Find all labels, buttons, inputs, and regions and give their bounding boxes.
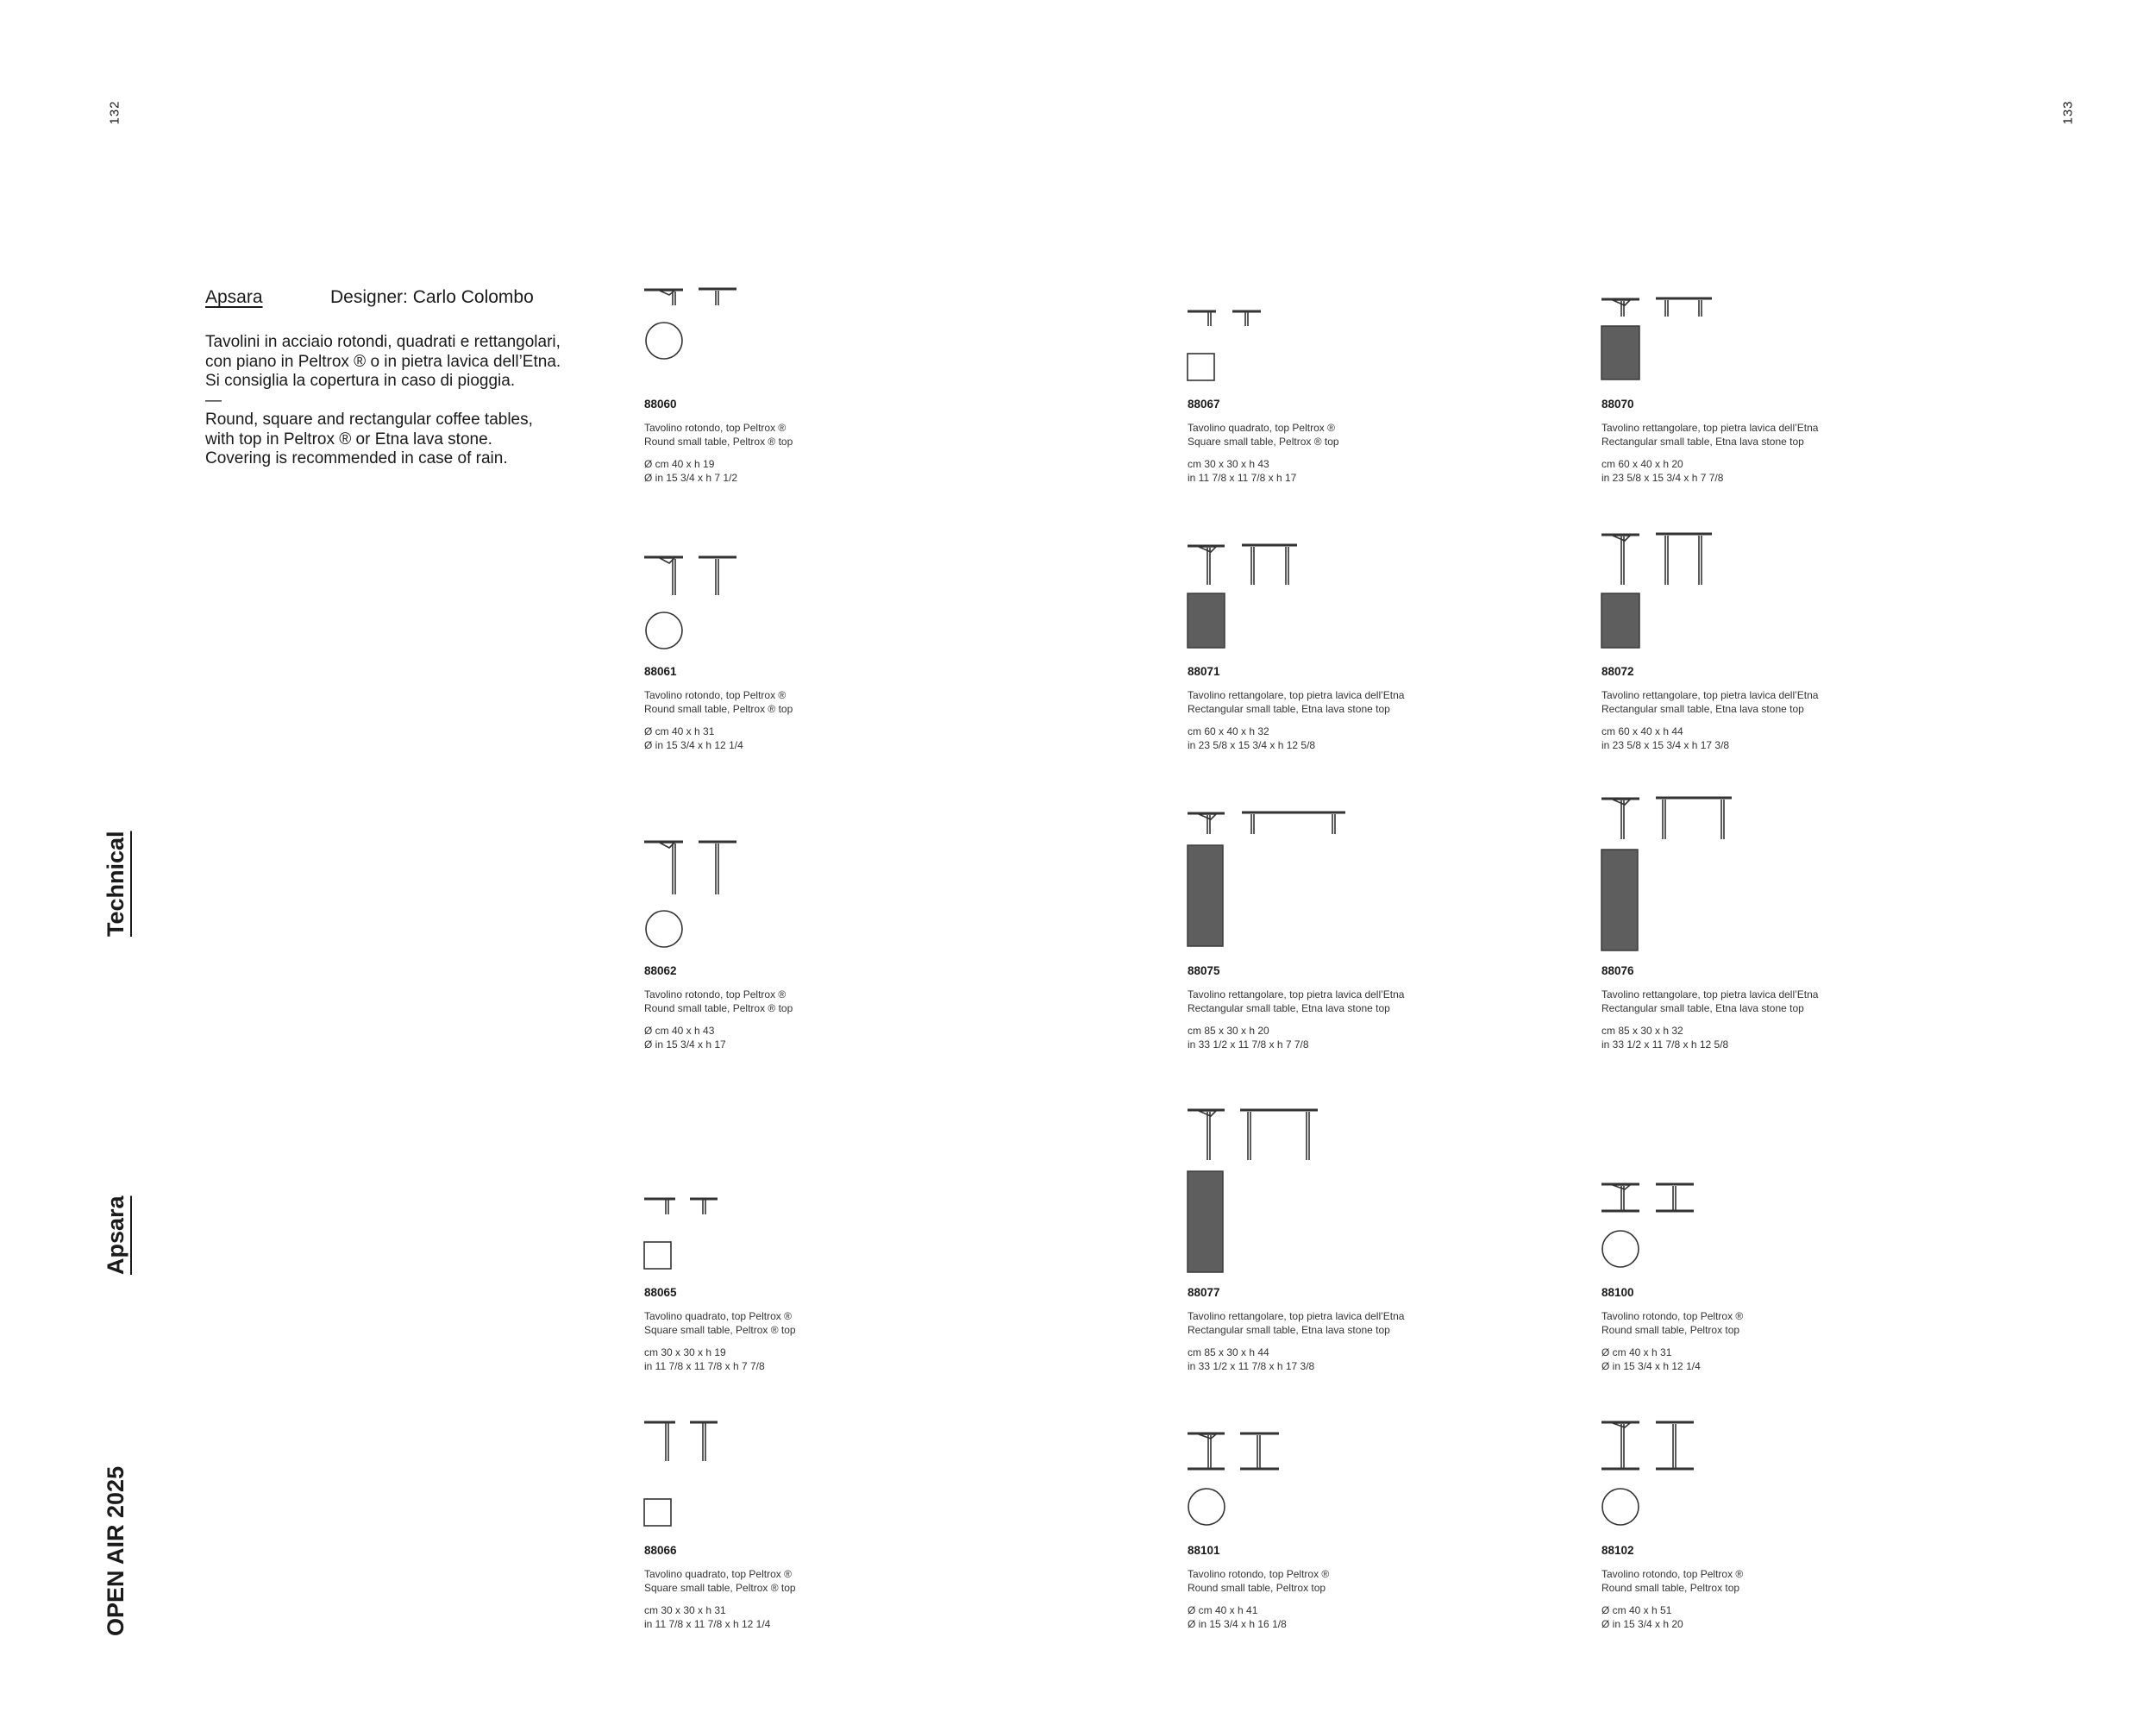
product-desc-it: Tavolino rettangolare, top pietra lavica dell’Etna (1601, 422, 1819, 434)
product-dim-in: in 33 1/2 x 11 7/8 x h 17 3/8 (1188, 1360, 1315, 1372)
product-dim-in: Ø in 15 3/4 x h 17 (644, 1038, 726, 1051)
product-dim-in: Ø in 15 3/4 x h 20 (1601, 1618, 1683, 1630)
product-dim-cm: cm 30 x 30 x h 31 (644, 1604, 726, 1616)
product-dim-in: in 11 7/8 x 11 7/8 x h 17 (1188, 472, 1297, 484)
product-code: 88072 (1601, 665, 1634, 678)
drawing-88076 (1601, 798, 1732, 950)
product-desc-en: Round small table, Peltrox top (1601, 1582, 1740, 1594)
product-desc-it: Tavolino rotondo, top Peltrox ® (1601, 1310, 1744, 1322)
product-desc-en: Rectangular small table, Etna lava stone top (1188, 703, 1390, 715)
product-dim-in: Ø in 15 3/4 x h 16 1/8 (1188, 1618, 1287, 1630)
product-dim-cm: cm 85 x 30 x h 44 (1188, 1346, 1269, 1358)
product-item (1188, 398, 1515, 485)
product-dim-cm: cm 60 x 40 x h 20 (1601, 458, 1683, 470)
product-dim-cm: Ø cm 40 x h 31 (644, 725, 715, 737)
product-dim-in: in 33 1/2 x 11 7/8 x h 7 7/8 (1188, 1038, 1309, 1051)
designer-credit: Designer: Carlo Colombo (330, 287, 534, 307)
drawing-88101 (1188, 1433, 1279, 1525)
product-item (644, 665, 972, 752)
product-item (1188, 665, 1515, 752)
product-item (644, 1286, 972, 1373)
product-dim-in: in 11 7/8 x 11 7/8 x h 7 7/8 (644, 1360, 765, 1372)
product-dim-cm: Ø cm 40 x h 31 (1601, 1346, 1672, 1358)
product-desc-en: Square small table, Peltrox ® top (644, 1324, 796, 1336)
product-desc-en: Round small table, Peltrox ® top (644, 1002, 793, 1014)
product-item (1188, 1544, 1515, 1631)
product-item (1601, 665, 1929, 752)
product-item (644, 964, 972, 1051)
intro-it-line: con piano in Peltrox ® o in pietra lavica dell’Etna. (205, 352, 561, 371)
drawing-88102 (1601, 1422, 1694, 1525)
product-dim-in: in 23 5/8 x 15 3/4 x h 17 3/8 (1601, 739, 1730, 751)
section-label: Technical (103, 831, 128, 937)
product-desc-it: Tavolino rotondo, top Peltrox ® (644, 422, 787, 434)
product-desc-it: Tavolino rettangolare, top pietra lavica dell’Etna (1188, 689, 1405, 701)
product-dim-cm: cm 30 x 30 x h 19 (644, 1346, 726, 1358)
product-code: 88070 (1601, 398, 1634, 411)
product-desc-it: Tavolino rotondo, top Peltrox ® (644, 689, 787, 701)
product-desc-it: Tavolino quadrato, top Peltrox ® (644, 1568, 792, 1580)
product-code: 88075 (1188, 964, 1220, 977)
intro-it-line: Tavolini in acciaio rotondi, quadrati e rettangolari, (205, 333, 561, 351)
drawing-88062 (644, 842, 736, 947)
product-code: 88077 (1188, 1286, 1220, 1299)
intro-separator: — (205, 391, 222, 410)
product-desc-en: Rectangular small table, Etna lava stone top (1601, 436, 1804, 448)
product-item (1601, 964, 1929, 1051)
product-dim-in: in 11 7/8 x 11 7/8 x h 12 1/4 (644, 1618, 771, 1630)
product-desc-it: Tavolino rotondo, top Peltrox ® (1601, 1568, 1744, 1580)
product-code: 88061 (644, 665, 677, 678)
product-desc-en: Rectangular small table, Etna lava stone top (1601, 1002, 1804, 1014)
product-dim-cm: Ø cm 40 x h 51 (1601, 1604, 1672, 1616)
product-desc-en: Round small table, Peltrox top (1188, 1582, 1326, 1594)
product-dim-cm: cm 85 x 30 x h 32 (1601, 1025, 1683, 1037)
product-desc-it: Tavolino rettangolare, top pietra lavica dell’Etna (1188, 1310, 1405, 1322)
product-desc-en: Round small table, Peltrox ® top (644, 436, 793, 448)
product-dim-cm: cm 60 x 40 x h 44 (1601, 725, 1683, 737)
drawing-88075 (1188, 812, 1345, 946)
product-item (644, 398, 972, 485)
product-desc-it: Tavolino rotondo, top Peltrox ® (1188, 1568, 1330, 1580)
product-code: 88066 (644, 1544, 677, 1557)
drawing-88065 (644, 1199, 718, 1269)
product-desc-it: Tavolino rettangolare, top pietra lavica dell’Etna (1601, 689, 1819, 701)
product-desc-en: Square small table, Peltrox ® top (1188, 436, 1339, 448)
drawing-88061 (644, 557, 736, 649)
catalog-label: OPEN AIR 2025 (103, 1465, 128, 1636)
drawing-88071 (1188, 545, 1297, 648)
product-desc-it: Tavolino rotondo, top Peltrox ® (644, 988, 787, 1000)
product-desc-en: Round small table, Peltrox top (1601, 1324, 1740, 1336)
product-desc-en: Round small table, Peltrox ® top (644, 703, 793, 715)
intro-en-line: with top in Peltrox ® or Etna lava stone. (205, 430, 492, 448)
product-desc-en: Rectangular small table, Etna lava stone top (1601, 703, 1804, 715)
product-dim-cm: cm 85 x 30 x h 20 (1188, 1025, 1269, 1037)
product-code: 88067 (1188, 398, 1220, 411)
page-number-left: 132 (107, 100, 122, 125)
page-number-right: 133 (2060, 100, 2076, 125)
product-item (644, 1544, 972, 1631)
product-dim-cm: cm 30 x 30 x h 43 (1188, 458, 1269, 470)
product-dim-in: in 33 1/2 x 11 7/8 x h 12 5/8 (1601, 1038, 1729, 1051)
product-code: 88062 (644, 964, 677, 977)
product-desc-it: Tavolino quadrato, top Peltrox ® (1188, 422, 1335, 434)
product-desc-it: Tavolino rettangolare, top pietra lavica dell’Etna (1601, 988, 1819, 1000)
product-code: 88065 (644, 1286, 677, 1299)
product-dim-cm: Ø cm 40 x h 19 (644, 458, 715, 470)
drawing-88067 (1188, 311, 1261, 380)
product-title: Apsara (205, 287, 263, 307)
product-code: 88071 (1188, 665, 1220, 678)
product-desc-it: Tavolino quadrato, top Peltrox ® (644, 1310, 792, 1322)
product-code: 88102 (1601, 1544, 1634, 1557)
product-dim-in: Ø in 15 3/4 x h 12 1/4 (644, 739, 743, 751)
drawing-88066 (644, 1422, 718, 1526)
drawing-88100 (1601, 1184, 1694, 1267)
product-code: 88100 (1601, 1286, 1634, 1299)
drawing-88077 (1188, 1110, 1318, 1272)
product-code: 88060 (644, 398, 677, 411)
product-code: 88076 (1601, 964, 1634, 977)
product-item (1601, 1544, 1929, 1631)
drawing-88072 (1601, 534, 1712, 648)
product-dim-in: Ø in 15 3/4 x h 12 1/4 (1601, 1360, 1701, 1372)
product-dim-cm: Ø cm 40 x h 41 (1188, 1604, 1258, 1616)
product-label: Apsara (103, 1195, 128, 1275)
product-item (1188, 1286, 1515, 1373)
product-desc-en: Rectangular small table, Etna lava stone top (1188, 1324, 1390, 1336)
product-dim-in: Ø in 15 3/4 x h 7 1/2 (644, 472, 738, 484)
product-desc-it: Tavolino rettangolare, top pietra lavica dell’Etna (1188, 988, 1405, 1000)
product-dim-cm: cm 60 x 40 x h 32 (1188, 725, 1269, 737)
intro-en-line: Covering is recommended in case of rain. (205, 449, 508, 467)
drawing-88060 (644, 289, 736, 359)
product-dim-in: in 23 5/8 x 15 3/4 x h 7 7/8 (1601, 472, 1724, 484)
intro-en-line: Round, square and rectangular coffee tables, (205, 411, 533, 429)
product-item (1601, 398, 1929, 485)
product-dim-in: in 23 5/8 x 15 3/4 x h 12 5/8 (1188, 739, 1316, 751)
product-desc-en: Rectangular small table, Etna lava stone top (1188, 1002, 1390, 1014)
drawing-88070 (1601, 298, 1712, 380)
product-desc-en: Square small table, Peltrox ® top (644, 1582, 796, 1594)
product-item (1601, 1286, 1929, 1373)
product-code: 88101 (1188, 1544, 1220, 1557)
product-dim-cm: Ø cm 40 x h 43 (644, 1025, 715, 1037)
intro-it-line: Si consiglia la copertura in caso di pioggia. (205, 372, 516, 390)
product-item (1188, 964, 1515, 1051)
